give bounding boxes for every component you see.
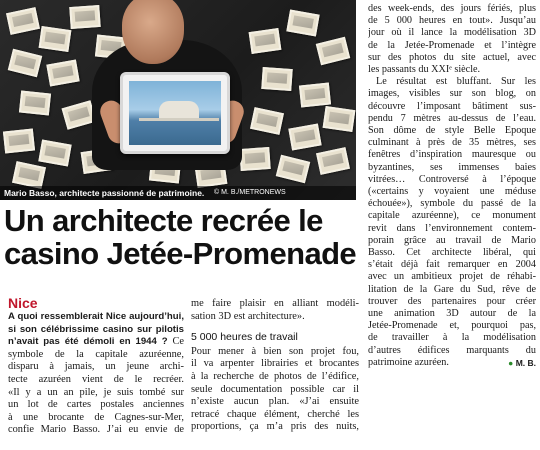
body-line: sur des photos du site actuel, avec <box>368 51 536 63</box>
body-line: confie Mario Basso. J’ai eu envie de <box>8 424 184 436</box>
body-line: il va arpenter librairies et brocantes <box>191 358 359 370</box>
body-line: à une brocante de Cagnes-sur-Mer, <box>8 411 184 423</box>
headline-line-1: Un architecte recrée le <box>4 203 323 238</box>
body-line: pendu 7 mètres au-dessus de l’eau. <box>368 112 536 124</box>
postcard <box>8 49 42 78</box>
article-column-2 <box>191 298 359 434</box>
body-line: patrimoine azuréen. ● M. B. <box>368 356 536 368</box>
postcard <box>6 7 40 35</box>
body-line: Basso. Cet architecte libéral, qui <box>368 247 536 259</box>
article-photo <box>0 0 356 200</box>
postcard <box>38 140 71 167</box>
body-line: s’était déjà fait remarquer en 2004 <box>368 259 536 271</box>
body-line: échouée»), symbole du passé de la <box>368 198 536 210</box>
body-line: sation 3D est architecture». <box>191 310 305 322</box>
postcard <box>69 5 100 29</box>
postcard <box>39 26 72 52</box>
body-line: fenêtres d’inspiration mauresque ou <box>368 149 536 161</box>
article-column-1 <box>8 311 184 437</box>
body-line: de la Jetée-Promenade et l’intègre <box>368 39 536 51</box>
postcard <box>323 106 356 132</box>
body-line: capitale azuréenne), ce monument <box>368 210 536 222</box>
body-line: d’autres édifices marquants du <box>368 344 536 356</box>
body-line: images, visibles sur son blog, on <box>368 88 536 100</box>
photo-credit: © M. B./METRONEWS <box>214 189 286 196</box>
body-line: retracé chaque élément, cherché les <box>191 408 359 420</box>
body-line: les passants du XXIᵉ siècle. <box>368 64 481 76</box>
body-line: byzantines, ses immenses baies <box>368 161 536 173</box>
postcard <box>288 124 321 151</box>
body-line: trouver des partenaires pour créer <box>368 295 536 307</box>
person-head <box>122 0 184 64</box>
body-line: porain grâce au travail de Mario <box>368 234 536 246</box>
signature: ● M. B. <box>508 357 536 368</box>
postcard <box>250 107 284 135</box>
tablet-screen-casino-image <box>129 81 221 145</box>
postcard <box>261 67 292 91</box>
lead-line: si son célébrissime casino sur pilotis <box>8 323 184 335</box>
body-line: jour où il lance la modélisation 3D <box>368 27 536 39</box>
postcard <box>46 60 79 87</box>
casino-pier <box>139 118 219 121</box>
body-line: me faire plaisir en alliant modéli- <box>191 298 359 309</box>
postcard <box>286 10 319 37</box>
body-line: vitrées… Controversé à l’époque <box>368 173 536 185</box>
postcard <box>239 147 270 171</box>
postcard <box>12 161 46 189</box>
body-line: proportions, ça m’a pris des nuits, <box>191 421 359 433</box>
tablet <box>120 72 230 154</box>
postcard <box>3 128 35 153</box>
casino-dome <box>159 101 199 119</box>
article-column-3-flow <box>368 3 536 369</box>
lead-line: A quoi ressemblerait Nice aujourd’hui, <box>8 311 184 322</box>
body-line: découvre l’imposant bâtiment sus- <box>368 100 536 112</box>
postcard <box>316 37 350 66</box>
body-line: avec un ambitieux projet de réhabi- <box>368 271 536 283</box>
body-line: de travailler à la modélisation <box>368 332 536 344</box>
body-line: («certains y voyaient une méduse <box>368 186 536 198</box>
signature-bullet-icon: ● <box>508 357 514 368</box>
body-line: «Il y a un an pile, je suis tombé sur <box>8 386 184 398</box>
body-line: de 5 000 heures en tout». Jusqu’au <box>368 15 536 27</box>
headline <box>4 204 366 270</box>
subhead: 5 000 heures de travail <box>191 331 298 344</box>
postcard <box>249 28 282 54</box>
lead-line: n’avait pas été démoli en 1944 ? Ce <box>8 336 184 348</box>
body-line: à la recherche de photos de l’édifice, <box>191 370 359 382</box>
body-line: revit dans l’environnement contem- <box>368 222 536 234</box>
body-line: Pour mener à bien son projet fou, <box>191 345 359 357</box>
photo-caption-bar <box>0 186 356 200</box>
photo-caption: Mario Basso, architecte passionné de patrimoine. <box>4 188 205 198</box>
body-line: culminant à près de 35 mètres, ses <box>368 137 536 149</box>
postcard <box>299 82 331 107</box>
body-line: des week-ends, des jours fériés, plus <box>368 3 536 14</box>
body-line: Le résultat est bluffant. Sur les <box>376 76 536 88</box>
body-line: une animation 3D autour de la <box>368 308 536 320</box>
body-line: Son dôme de style Belle Epoque <box>368 125 536 137</box>
body-line: litation de la Gare du Sud, rêve de <box>368 283 536 295</box>
body-line: un lot de cartes postales anciennes <box>8 399 184 411</box>
body-line: seule documentation possible car il <box>191 383 359 395</box>
body-line: disparu à jamais, un jeune archi- <box>8 361 184 373</box>
postcard <box>19 90 51 115</box>
city-kicker: Nice <box>8 295 38 311</box>
postcard <box>316 147 350 175</box>
body-line: Jetée-Promenade et, pourquoi pas, <box>368 320 536 332</box>
postcard <box>276 155 310 184</box>
body-line: symbole de la capitale azuréenne, <box>8 348 184 360</box>
body-line: tecte azuréen vient de le recréer. <box>8 373 184 385</box>
headline-line-2: casino Jetée-Promenade <box>4 236 357 271</box>
body-line: n’existe aucun plan. «J’ai ensuite <box>191 396 359 408</box>
